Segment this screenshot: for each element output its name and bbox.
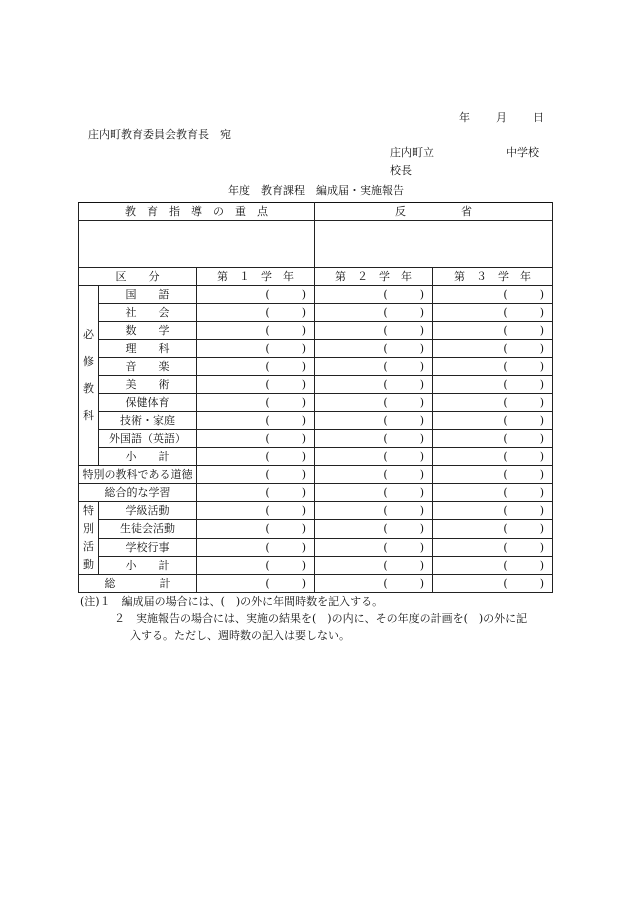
row-label: 社 会 [99, 304, 197, 322]
note-2: ２ 実施報告の場合には、実施の結果を( )の内に、その年度の計画を( )の外に記 [114, 612, 528, 625]
paren-close: ) [301, 577, 306, 590]
row-label: 小 計 [99, 556, 197, 574]
paren-open: ( [265, 360, 270, 373]
paren-open: ( [503, 342, 508, 355]
paren-open: ( [383, 450, 388, 463]
row-label: 小 計 [99, 448, 197, 466]
paren-open: ( [265, 540, 270, 554]
date-month: 月 [496, 111, 507, 124]
grade2-hours-cell[interactable] [315, 520, 433, 538]
paren-close: ) [301, 504, 306, 518]
date-day: 日 [533, 111, 544, 124]
special-activities-label [79, 502, 99, 575]
paren-open: ( [265, 504, 270, 518]
paren-open: ( [383, 522, 388, 536]
grade3-hours-cell[interactable] [433, 286, 553, 304]
row-label: 学校行事 [99, 538, 197, 556]
paren-open: ( [503, 468, 508, 481]
moral-row [79, 466, 553, 484]
paren-close: ) [419, 342, 424, 355]
paren-close: ) [539, 414, 544, 427]
required-subject-row [79, 358, 553, 376]
paren-open: ( [265, 288, 270, 301]
paren-close: ) [419, 558, 424, 572]
required-subject-row [79, 340, 553, 358]
grade2-hours-cell[interactable] [315, 358, 433, 376]
special-activity-row [79, 538, 553, 556]
paren-close: ) [301, 396, 306, 409]
paren-open: ( [265, 468, 270, 481]
grade3-hours-cell[interactable] [433, 448, 553, 466]
paren-open: ( [265, 522, 270, 536]
grade3-header: 第 ３ 学 年 [433, 268, 553, 286]
grade3-hours-cell[interactable] [433, 575, 553, 593]
addressee: 庄内町教育委員会教育長 宛 [88, 128, 231, 141]
paren-open: ( [503, 378, 508, 391]
paren-close: ) [419, 486, 424, 499]
paren-close: ) [539, 342, 544, 355]
row-label: 特別の教科である道徳 [79, 466, 197, 484]
paren-open: ( [503, 540, 508, 554]
paren-open: ( [503, 288, 508, 301]
paren-close: ) [419, 396, 424, 409]
paren-close: ) [539, 468, 544, 481]
required-subjects-label-char: 必 [83, 328, 94, 341]
paren-open: ( [383, 288, 388, 301]
grade2-hours-cell[interactable] [315, 376, 433, 394]
paren-close: ) [539, 432, 544, 445]
paren-close: ) [301, 324, 306, 337]
paren-open: ( [503, 324, 508, 337]
required-subjects-label-char: 修 [83, 355, 94, 368]
grade1-hours-cell[interactable] [197, 430, 315, 448]
special-activity-row [79, 520, 553, 538]
paren-close: ) [539, 396, 544, 409]
paren-open: ( [503, 396, 508, 409]
paren-close: ) [419, 414, 424, 427]
paren-open: ( [265, 342, 270, 355]
grade1-hours-cell[interactable] [197, 575, 315, 593]
grade3-hours-cell[interactable] [433, 466, 553, 484]
paren-close: ) [539, 324, 544, 337]
grade2-hours-cell[interactable] [315, 484, 433, 502]
paren-open: ( [265, 577, 270, 590]
paren-open: ( [383, 360, 388, 373]
required-subject-row [79, 412, 553, 430]
reflection-input-area[interactable] [315, 221, 553, 268]
grade1-hours-cell[interactable] [197, 376, 315, 394]
grade2-hours-cell[interactable] [315, 394, 433, 412]
paren-close: ) [419, 577, 424, 590]
grade2-hours-cell[interactable] [315, 430, 433, 448]
paren-open: ( [265, 414, 270, 427]
form-title: 年度 教育課程 編成届・実施報告 [228, 184, 404, 197]
paren-open: ( [503, 432, 508, 445]
grade3-hours-cell[interactable] [433, 412, 553, 430]
paren-open: ( [265, 450, 270, 463]
grade1-hours-cell[interactable] [197, 358, 315, 376]
row-label: 理 科 [99, 340, 197, 358]
grade2-hours-cell[interactable] [315, 340, 433, 358]
grade3-hours-cell[interactable] [433, 322, 553, 340]
paren-open: ( [383, 486, 388, 499]
paren-close: ) [419, 378, 424, 391]
special-activity-row [79, 502, 553, 520]
grade3-hours-cell[interactable] [433, 304, 553, 322]
paren-close: ) [539, 378, 544, 391]
paren-close: ) [419, 504, 424, 518]
focus-header-row [79, 203, 553, 221]
paren-open: ( [383, 324, 388, 337]
date-year: 年 [459, 111, 470, 124]
paren-open: ( [503, 486, 508, 499]
row-label: 保健体育 [99, 394, 197, 412]
grade2-hours-cell[interactable] [315, 448, 433, 466]
paren-open: ( [503, 577, 508, 590]
special-activities-label-char: 活 [83, 540, 94, 553]
row-label: 総合的な学習 [79, 484, 197, 502]
grade3-hours-cell[interactable] [433, 430, 553, 448]
paren-close: ) [419, 306, 424, 319]
grade3-hours-cell[interactable] [433, 502, 553, 520]
grade3-hours-cell[interactable] [433, 538, 553, 556]
row-label: 音 楽 [99, 358, 197, 376]
grade3-hours-cell[interactable] [433, 556, 553, 574]
grade2-hours-cell[interactable] [315, 304, 433, 322]
focus-header: 教 育 指 導 の 重 点 [79, 203, 315, 221]
required-subject-row [79, 286, 553, 304]
grade2-hours-cell[interactable] [315, 322, 433, 340]
grade2-hours-cell[interactable] [315, 556, 433, 574]
focus-blank-row [79, 221, 553, 268]
paren-close: ) [301, 450, 306, 463]
required-subject-row [79, 448, 553, 466]
paren-close: ) [539, 306, 544, 319]
paren-close: ) [301, 378, 306, 391]
row-label: 技術・家庭 [99, 412, 197, 430]
special-activities-label-char: 別 [83, 522, 94, 535]
date-line [459, 109, 544, 125]
paren-close: ) [301, 288, 306, 301]
paren-open: ( [503, 522, 508, 536]
grade2-hours-cell[interactable] [315, 286, 433, 304]
paren-close: ) [301, 432, 306, 445]
paren-open: ( [503, 450, 508, 463]
reflection-header: 反 省 [315, 203, 553, 221]
required-subject-row [79, 304, 553, 322]
integrated-study-row [79, 484, 553, 502]
paren-open: ( [265, 378, 270, 391]
paren-open: ( [383, 414, 388, 427]
grade2-header: 第 ２ 学 年 [315, 268, 433, 286]
grade3-hours-cell[interactable] [433, 376, 553, 394]
row-label: 学級活動 [99, 502, 197, 520]
category-header: 区 分 [79, 268, 197, 286]
required-subject-row [79, 430, 553, 448]
paren-open: ( [383, 432, 388, 445]
paren-open: ( [265, 306, 270, 319]
grade1-hours-cell[interactable] [197, 340, 315, 358]
paren-close: ) [301, 468, 306, 481]
paren-open: ( [383, 558, 388, 572]
paren-open: ( [383, 540, 388, 554]
paren-open: ( [383, 504, 388, 518]
grade1-hours-cell[interactable] [197, 304, 315, 322]
paren-close: ) [301, 342, 306, 355]
note-2-continued: 入する。ただし、週時数の記入は要しない。 [130, 629, 350, 642]
grade2-hours-cell[interactable] [315, 538, 433, 556]
paren-close: ) [301, 522, 306, 536]
paren-open: ( [503, 360, 508, 373]
grade1-hours-cell[interactable] [197, 520, 315, 538]
paren-close: ) [419, 540, 424, 554]
grade3-hours-cell[interactable] [433, 358, 553, 376]
required-subject-row [79, 376, 553, 394]
paren-close: ) [539, 288, 544, 301]
paren-open: ( [383, 396, 388, 409]
total-row [79, 575, 553, 593]
grade1-hours-cell[interactable] [197, 322, 315, 340]
grade3-hours-cell[interactable] [433, 484, 553, 502]
required-subject-row [79, 322, 553, 340]
paren-open: ( [383, 378, 388, 391]
paren-open: ( [383, 468, 388, 481]
paren-close: ) [301, 558, 306, 572]
paren-close: ) [539, 360, 544, 373]
notes [80, 593, 552, 644]
row-label: 外国語（英語） [99, 430, 197, 448]
required-subject-row [79, 394, 553, 412]
grade2-hours-cell[interactable] [315, 466, 433, 484]
paren-open: ( [265, 558, 270, 572]
grade1-hours-cell[interactable] [197, 502, 315, 520]
paren-open: ( [503, 558, 508, 572]
grade1-header: 第 １ 学 年 [197, 268, 315, 286]
paren-close: ) [301, 540, 306, 554]
grade1-hours-cell[interactable] [197, 538, 315, 556]
grade1-hours-cell[interactable] [197, 484, 315, 502]
paren-close: ) [419, 450, 424, 463]
school-label: 中学校 [506, 146, 539, 159]
required-subjects-label [79, 286, 99, 466]
paren-open: ( [503, 306, 508, 319]
paren-close: ) [539, 504, 544, 518]
row-label: 国 語 [99, 286, 197, 304]
grade1-hours-cell[interactable] [197, 448, 315, 466]
paren-open: ( [383, 577, 388, 590]
grade1-hours-cell[interactable] [197, 286, 315, 304]
special-activities-label-char: 特 [83, 504, 94, 517]
paren-close: ) [419, 324, 424, 337]
grade3-hours-cell[interactable] [433, 340, 553, 358]
paren-close: ) [539, 486, 544, 499]
principal-label: 校長 [390, 164, 412, 177]
row-label: 美 術 [99, 376, 197, 394]
town-label: 庄内町立 [390, 146, 434, 159]
paren-open: ( [503, 504, 508, 518]
grade3-hours-cell[interactable] [433, 394, 553, 412]
note-1: (注)１ 編成届の場合には、( )の外に年間時数を記入する。 [80, 595, 384, 608]
paren-open: ( [383, 306, 388, 319]
grade1-hours-cell[interactable] [197, 412, 315, 430]
paren-close: ) [301, 414, 306, 427]
paren-open: ( [265, 324, 270, 337]
paren-close: ) [539, 558, 544, 572]
paren-close: ) [419, 432, 424, 445]
paren-close: ) [419, 522, 424, 536]
paren-close: ) [539, 522, 544, 536]
grade1-hours-cell[interactable] [197, 466, 315, 484]
paren-close: ) [539, 577, 544, 590]
grade2-hours-cell[interactable] [315, 502, 433, 520]
curriculum-table [78, 202, 553, 593]
row-label: 数 学 [99, 322, 197, 340]
row-label: 総 計 [79, 575, 197, 593]
paren-close: ) [539, 450, 544, 463]
paren-open: ( [265, 486, 270, 499]
grade3-hours-cell[interactable] [433, 520, 553, 538]
special-activities-label-char: 動 [83, 558, 94, 571]
paren-close: ) [539, 540, 544, 554]
paren-close: ) [301, 306, 306, 319]
paren-close: ) [419, 468, 424, 481]
paren-open: ( [503, 414, 508, 427]
paren-close: ) [301, 486, 306, 499]
paren-open: ( [265, 432, 270, 445]
paren-close: ) [419, 288, 424, 301]
row-label: 生徒会活動 [99, 520, 197, 538]
paren-close: ) [419, 360, 424, 373]
grade1-hours-cell[interactable] [197, 394, 315, 412]
paren-open: ( [383, 342, 388, 355]
required-subjects-label-char: 科 [83, 409, 94, 422]
grade-header-row [79, 268, 553, 286]
grade1-hours-cell[interactable] [197, 556, 315, 574]
grade2-hours-cell[interactable] [315, 412, 433, 430]
required-subjects-label-char: 教 [83, 382, 94, 395]
special-activity-row [79, 556, 553, 574]
grade2-hours-cell[interactable] [315, 575, 433, 593]
paren-open: ( [265, 396, 270, 409]
focus-input-area[interactable] [79, 221, 315, 268]
paren-close: ) [301, 360, 306, 373]
